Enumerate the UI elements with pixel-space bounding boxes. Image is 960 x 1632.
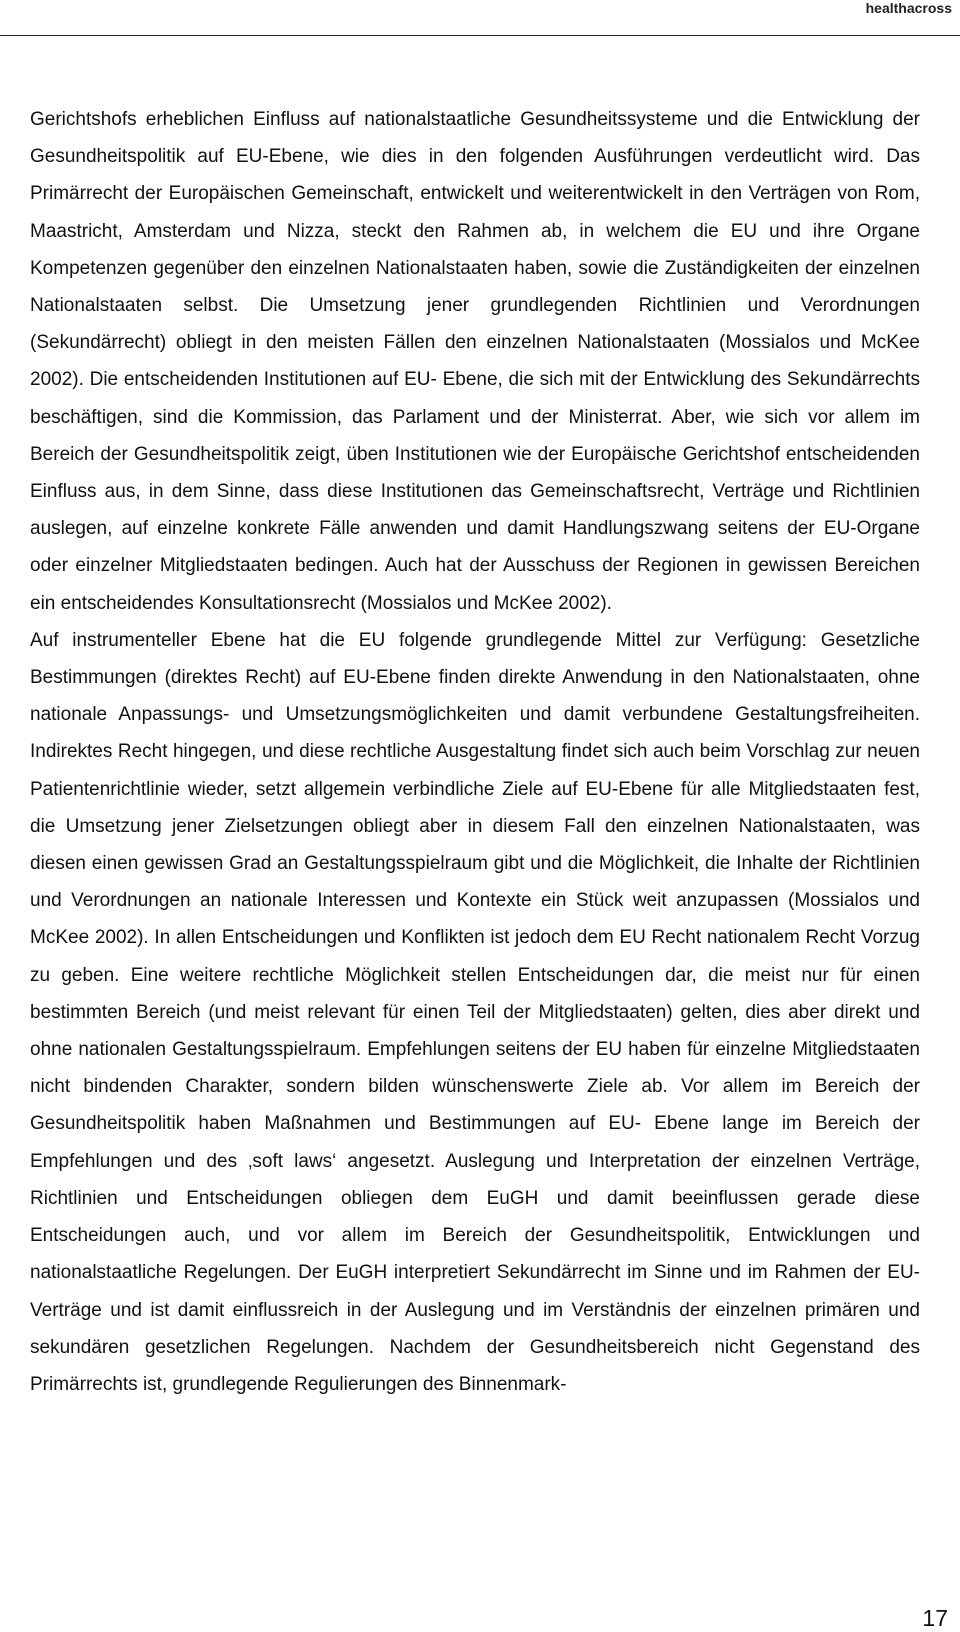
page-header <box>0 0 960 36</box>
page-number: 17 <box>922 1605 948 1631</box>
paragraph-2: Auf instrumenteller Ebene hat die EU folgende grundlegende Mittel zur Verfügung: Gesetzliche Bestimmungen (direktes Recht) auf EU-Ebene finden direkte Anwendung in den Nationalstaaten, ohne nationale Anpassungs- und Umsetzungsmöglichkeiten und damit verbundene Gestaltungsfreiheiten. Indirektes Recht hingegen, und diese rechtliche Ausgestaltung findet sich auch beim Vorschlag zur neuen Patientenrichtlinie wieder, setzt allgemein verbindliche Ziele auf EU-Ebene für alle Mitgliedstaaten fest, die Umsetzung jener Zielsetzungen obliegt aber in diesem Fall den einzelnen Nationalstaaten, was diesen einen gewissen Grad an Gestaltungsspielraum gibt und die Möglichkeit, die Inhalte der Richtlinien und Verordnungen an nationale Interessen und Kontexte ein Stück weit anzupassen (Mossialos und McKee 2002). In allen Entscheidungen und Konflikten ist jedoch dem EU Recht nationalem Recht Vorzug zu geben. Eine weitere rechtliche Möglichkeit stellen Entscheidungen dar, die meist nur für einen bestimmten Bereich (und meist relevant für einen Teil der Mitgliedstaaten) gelten, dies aber direkt und ohne nationalen Gestaltungsspielraum. Empfehlungen seitens der EU haben für einzelne Mitgliedstaaten nicht bindenden Charakter, sondern bilden wünschenswerte Ziele ab. Vor allem im Bereich der Gesundheitspolitik haben Maßnahmen und Bestimmungen auf EU- Ebene lange im Bereich der Empfehlungen und des ‚soft laws‘ angesetzt. Auslegung und Interpretation der einzelnen Verträge, Richtlinien und Entscheidungen obliegen dem EuGH und damit beeinflussen gerade diese Entscheidungen auch, und vor allem im Bereich der Gesundheitspolitik, Entwicklungen und nationalstaatliche Regelungen. Der EuGH interpretiert Sekundärrecht im Sinne und im Rahmen der EU-Verträge und ist damit einflussreich in der Auslegung und im Verständnis der einzelnen primären und sekundären gesetzlichen Regelungen. Nachdem der Gesundheitsbereich nicht Gegenstand des Primärrechts ist, grundlegende Regulierungen des Binnenmark- <box>30 629 920 1395</box>
body-text <box>30 101 920 1403</box>
paragraph-1: Gerichtshofs erheblichen Einfluss auf nationalstaatliche Gesundheitssysteme und die Entwicklung der Gesundheitspolitik auf EU-Ebene, wie dies in den folgenden Ausführungen verdeutlicht wird. Das Primärrecht der Europäischen Gemeinschaft, entwickelt und weiterentwickelt in den Verträgen von Rom, Maastricht, Amsterdam und Nizza, steckt den Rahmen ab, in welchem die EU und ihre Organe Kompetenzen gegenüber den einzelnen Nationalstaaten haben, sowie die Zuständigkeiten der einzelnen Nationalstaaten selbst. Die Umsetzung jener grundlegenden Richtlinien und Verordnungen (Sekundärrecht) obliegt in den meisten Fällen den einzelnen Nationalstaaten (Mossialos und McKee 2002). Die entscheidenden Institutionen auf EU- Ebene, die sich mit der Entwicklung des Sekundärrechts beschäftigen, sind die Kommission, das Parlament und der Ministerrat. Aber, wie sich vor allem im Bereich der Gesundheitspolitik zeigt, üben Institutionen wie der Europäische Gerichtshof entscheidenden Einfluss aus, in dem Sinne, dass diese Institutionen das Gemeinschaftsrecht, Verträge und Richtlinien auslegen, auf einzelne konkrete Fälle anwenden und damit Handlungszwang seitens der EU-Organe oder einzelner Mitgliedstaaten bedingen. Auch hat der Ausschuss der Regionen in gewissen Bereichen ein entscheidendes Konsultationsrecht (Mossialos und McKee 2002). <box>30 109 920 614</box>
header-brand: healthacross <box>865 0 952 16</box>
